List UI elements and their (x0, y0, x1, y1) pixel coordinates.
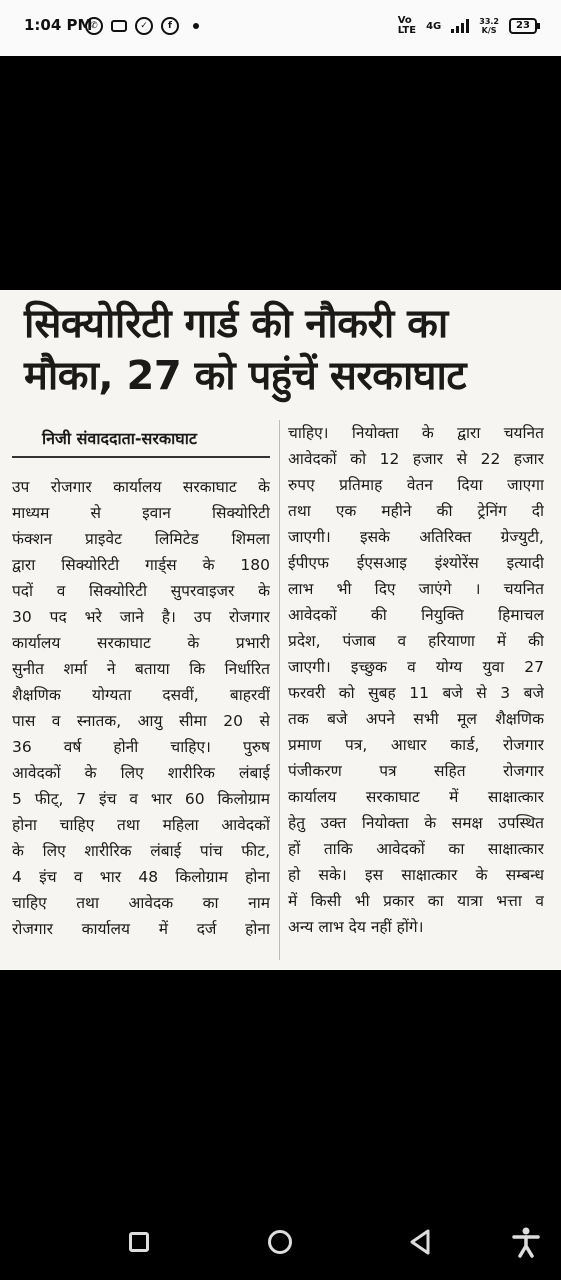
article-line: तक बजे अपने सभी मूल शैक्षणिक (288, 710, 544, 728)
article-line: पंजीकरण पत्र सहित रोजगार (288, 762, 544, 780)
network-speed: 33.2 K/S (479, 17, 499, 35)
byline: निजी संवाददाता-सरकाघाट (42, 429, 197, 448)
article-line: माध्यम से इवान सिक्योरिटी (12, 504, 270, 522)
article-line: के लिए शारीरिक लंबाई पांच फीट, (12, 842, 270, 860)
article-line: कार्यालय सरकाघाट के प्रभारी (12, 634, 270, 652)
battery-icon: 23 (509, 18, 537, 34)
article-line: हों ताकि आवेदकों का साक्षात्कार (288, 840, 544, 858)
article-line: सुनीत शर्मा ने बताया कि निर्धारित (12, 660, 270, 678)
article-line: उप रोजगार कार्यालय सरकाघाट के (12, 478, 270, 496)
home-button[interactable] (268, 1230, 292, 1254)
article-line: रुपए प्रतिमाह वेतन दिया जाएगा (288, 476, 544, 494)
accessibility-button[interactable] (512, 1226, 540, 1262)
column-divider (279, 420, 280, 960)
article-line: शैक्षणिक योग्यता दसवीं, बाहरवीं (12, 686, 270, 704)
facebook-icon: f (161, 17, 179, 35)
byline-rule (12, 456, 270, 458)
article-line: हेतु उक्त नियोक्ता के समक्ष उपस्थित (288, 814, 544, 832)
recents-button[interactable] (129, 1232, 149, 1252)
article-line: आवेदकों को 12 हजार से 22 हजार (288, 450, 544, 468)
article-line: जाएगी। इसके अतिरिक्त ग्रेज्युटी, (288, 528, 544, 546)
article-line: 36 वर्ष होनी चाहिए। पुरुष (12, 738, 270, 756)
article-line: अन्य लाभ देय नहीं होंगे। (288, 918, 424, 936)
article-line: हो सके। इस साक्षात्कार के सम्बन्ध (288, 866, 544, 884)
article-line: प्रमाण पत्र, आधार कार्ड, रोजगार (288, 736, 544, 754)
status-bar (0, 0, 561, 56)
system-icons (398, 16, 537, 36)
article-line: जाएगी। इच्छुक व योग्य युवा 27 (288, 658, 544, 676)
article-line: आवेदकों की नियुक्ति हिमाचल (288, 606, 544, 624)
left-column (12, 474, 270, 942)
message-icon (111, 20, 127, 32)
newspaper-clipping[interactable] (0, 290, 561, 970)
article-line: पदों व सिक्योरिटी सुपरवाइजर के (12, 582, 270, 600)
back-icon (408, 1228, 432, 1256)
accessibility-icon (512, 1226, 540, 1258)
article-line: लाभ भी दिए जाएंगे । चयनित (288, 580, 544, 598)
article-line: होना चाहिए तथा महिला आवेदकों (12, 816, 270, 834)
article-line: चाहिए तथा आवेदक का नाम (12, 894, 270, 912)
clock: 1:04 PM (24, 16, 93, 34)
article-line: फंक्शन प्राइवेट लिमिटेड शिमला (12, 530, 270, 548)
article-line: 4 इंच व भार 48 किलोग्राम होना (12, 868, 270, 886)
whatsapp-icon: ✆ (85, 17, 103, 35)
article-line: 5 फीट्, 7 इंच व भार 60 किलोग्राम (12, 790, 270, 808)
navigation-bar (0, 1210, 561, 1280)
headline-line-1: सिक्योरिटी गार्ड की नौकरी का (24, 301, 448, 347)
article-line: रोजगार कार्यालय में दर्ज होना (12, 920, 270, 938)
article-line: आवेदकों के लिए शारीरिक लंबाई (12, 764, 270, 782)
back-button[interactable] (408, 1228, 432, 1260)
article-line: तथा एक महीने की ट्रेनिंग दी (288, 502, 544, 520)
article-line: ईपीएफ ईएसआइ इंश्योरेंस इत्यादी (288, 554, 544, 572)
article-line: पास व स्नातक, आयु सीमा 20 से (12, 712, 270, 730)
network-type: 4G (426, 20, 442, 32)
article-line: प्रदेश, पंजाब व हरियाणा में की (288, 632, 544, 650)
article-line: द्वारा सिक्योरिटी गार्ड्स के 180 (12, 556, 270, 574)
right-column (288, 420, 544, 940)
headline (24, 298, 544, 402)
app-icon: ✓ (135, 17, 153, 35)
headline-line-2: मौका, 27 को पहुंचें सरकाघाट (24, 353, 467, 399)
article-line: चाहिए। नियोक्ता के द्वारा चयनित (288, 424, 544, 442)
notification-icons (85, 17, 199, 35)
article-line: 30 पद भरे जाने है। उप रोजगार (12, 608, 270, 626)
article-line: कार्यालय सरकाघाट में साक्षात्कार (288, 788, 544, 806)
volte-indicator: Vo LTE (397, 15, 417, 36)
article-line: में किसी भी प्रकार का यात्रा भत्ता व (288, 892, 544, 910)
article-line: फरवरी को सुबह 11 बजे से 3 बजे (288, 684, 544, 702)
dot-icon (193, 23, 199, 29)
signal-icon (451, 19, 469, 33)
